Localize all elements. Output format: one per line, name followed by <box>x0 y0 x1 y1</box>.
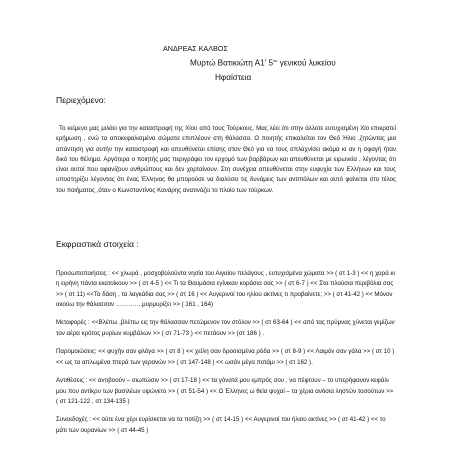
contents-paragraph: Το κείμενο μας μιλάει για την καταστροφή της Χίου από τους Τούρκους. Μας λέει ότι στην άλλοτε ευτυχισμένη Χίο επικρατεί ερήμωση , ενώ τα αποκεφαλισμένα σώματα επιπλέουν στη θάλασσα. Ο ποιητής επικαλείται τον Θεό Ήλιο ,ζητώντας μια απάντηση για αυτήν την καταστροφή και απευθύνεται επίσης στον Θεό για να τους σπλαχνίσει ακόμα κι αν η σφαγή ήταν δικό του θέλημα. Αργότερα ο ποιητής μας περιγράφει τον ερχομό των βαρβάρων και απευθύνεται με ειρωνεία , λέγοντας ότι είναι αυτοί που αφανίζουν ανθρώπους και δεν χορταίνουν. Στη συνέχεια απευθύνεται στην ευφυχία των Ελλήνων και τους υποστηρίζει λέγοντας ότι ένας Έλληνας θα μπορούσε να διαλύσει τις δυνάμεις των αντιπάλων και αυτό φαίνεται στο τέλος του ποιήματος ,όταν ο Κωνσταντίνος Κανάρης ανατινάζει το πλοίο των τούρκων. <box>56 125 396 194</box>
antitheses-paragraph: Αντιθέσεις : << αντιβοούν – σιωπώσιν >> ( στ 17-18 ) << τα γόνατά μου εμπρός σου , να πέφτουν – το υπερήφανον κεφάλι μου που αντίκρυ των βασιλέων υψώνετο >> ( στ 51-54 ) << Ω Έλληνες ω θεία ψυχαί – τα χέρια ανόσια ληστών τοσούτων >> ( στ 121-122 , στ 134-135 ) <box>56 377 394 405</box>
author-name: ΑΝΔΡΕΑΣ ΚΑΛΒΟΣ <box>163 44 228 53</box>
expressive-heading: Εκφραστικά στοιχεία : <box>56 239 139 249</box>
student-name: Μυρτώ Βατικιώτη Α1' 5 <box>190 58 274 68</box>
personifications-paragraph: Προσωποποιήσεις : << χλωρά , μοσχοβολούντα νησία του Αιγαίου πελάγους , ευτυχισμένα χώματα >> ( στ 1-3 ) << η χαρά κι η ειρήνη πάντα εκατοίκουν >> ( στ 4-5 ) << Τι τα Θαυμάσια εγίνικαν κοράσια σας >> ( στ 6-7 ) << Στα πλούσια περιβόλια σας >> ( στ 11) <<Τα δάση , τα λαγκάδια σας >> ( στ 16 ) << Αυγερινοί του ηλίου ακτίνες τι προβαίνετε; >> ( στ 41-42 ) << Μόνον ακούω την θάλασσαν ………….μυρμυρίζει >> ( 161 , 164) <box>56 270 395 308</box>
expressive-sections <box>56 269 396 444</box>
synecdoches-paragraph: Συνεκδοχές : << ούτε ένα χέρι ευρίσκεται να τα ποτίζη >> ( στ 14-15 ) << Αυγερινοί του ήλιου ακτίνες >> ( στ 41-42 ) << το μάτι των ουρανίων >> ( στ 44-45 ) <box>56 416 386 434</box>
student-line <box>190 58 336 68</box>
metaphors-paragraph: Μεταφορές : <<Βλέπω ,βλέπω εις την θάλασσαν πετώμενον τον στόλον >> ( στ 63-64 ) << από τας πρύμνας χύνεται γεμίζων τον αέρα κρότος μυρίων κυμβάλων >> ( στ 71-73 ) << πετάουν >> (στ 186 ) . <box>56 319 395 337</box>
poem-title: Ηφαίστεια <box>215 73 252 82</box>
ordinal-superscript: ου <box>273 58 278 63</box>
contents-heading: Περιεχόμενο: <box>56 95 106 105</box>
school-name: γενικού λυκείου <box>277 58 336 68</box>
similes-paragraph: Παρομοιώσεις: << φυχήν σαν φλόγα >> ( στ 8 ) << χείλη σαν δροσισμένα ρόδα >> ( στ 8-9 ) << Λαιμόν σαν γάλα >> ( στ 10 ) << ως τα απλωμένα πτερά των γερανών >> ( στ 147-148 ) << ωσάν μέγα ποτάμι >> ( στ 162 ). <box>56 348 395 366</box>
